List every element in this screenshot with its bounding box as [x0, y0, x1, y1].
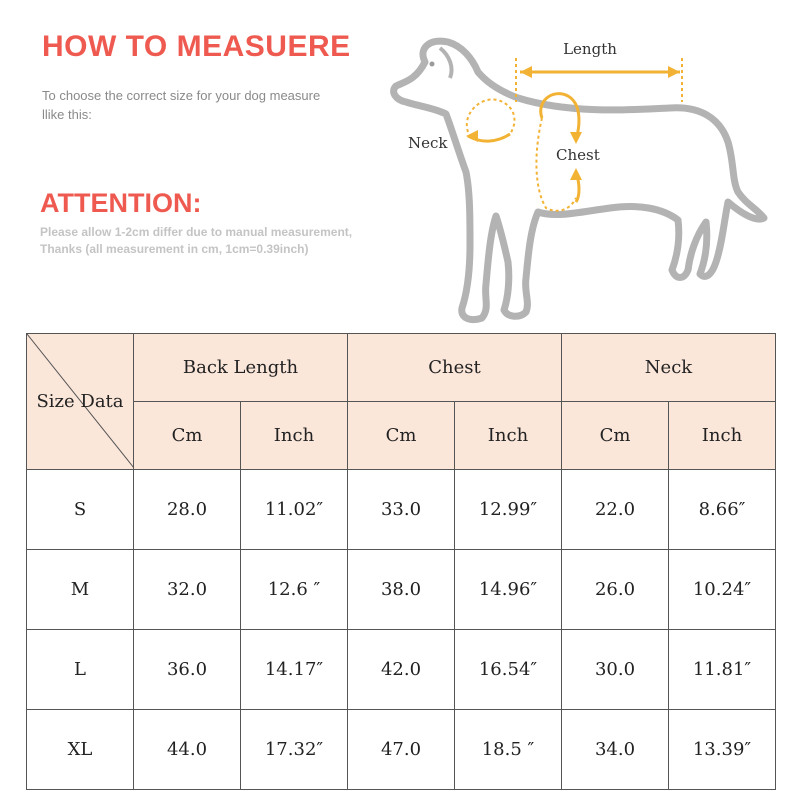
chest-label: Chest	[556, 146, 600, 164]
group-header-back-length: Back Length	[134, 334, 348, 402]
neck-loop-dotted	[467, 99, 515, 134]
table-row	[27, 630, 776, 710]
dog-ear	[440, 48, 452, 78]
table-cell: 26.0	[562, 550, 669, 630]
unit-header: Cm	[348, 402, 455, 470]
size-cell: M	[27, 550, 134, 630]
group-header-chest: Chest	[348, 334, 562, 402]
table-cell: 32.0	[134, 550, 241, 630]
chest-arrowhead-top	[570, 132, 582, 144]
table-cell: 12.6 ″	[241, 550, 348, 630]
intro-text: To choose the correct size for your dog measure llike this:	[42, 88, 321, 122]
size-chart-table	[26, 333, 776, 790]
length-arrowhead-right	[668, 66, 680, 78]
table-cell: 33.0	[348, 470, 455, 550]
unit-header: Inch	[241, 402, 348, 470]
table-cell: 38.0	[348, 550, 455, 630]
size-cell: L	[27, 630, 134, 710]
dog-measurement-diagram	[370, 22, 770, 327]
attention-line-1: Please allow 1-2cm differ due to manual measurement,	[40, 225, 353, 239]
attention-line-2: Thanks (all measurement in cm, 1cm=0.39inch)	[40, 242, 309, 256]
table-cell: 14.17″	[241, 630, 348, 710]
unit-header: Inch	[455, 402, 562, 470]
page-title: HOW TO MEASUERE	[42, 30, 351, 63]
table-cell: 12.99″	[455, 470, 562, 550]
table-header-row-units	[27, 402, 776, 470]
neck-label: Neck	[408, 134, 448, 152]
unit-header: Inch	[669, 402, 776, 470]
chest-arrowhead-bottom	[570, 168, 582, 180]
table-cell: 44.0	[134, 710, 241, 790]
table-cell: 17.32″	[241, 710, 348, 790]
table-cell: 42.0	[348, 630, 455, 710]
table-cell: 36.0	[134, 630, 241, 710]
table-cell: 30.0	[562, 630, 669, 710]
table-cell: 18.5 ″	[455, 710, 562, 790]
table-row	[27, 710, 776, 790]
table-row	[27, 550, 776, 630]
table-cell: 47.0	[348, 710, 455, 790]
unit-header: Cm	[562, 402, 669, 470]
table-cell: 22.0	[562, 470, 669, 550]
table-cell: 16.54″	[455, 630, 562, 710]
chest-loop-dotted	[536, 118, 576, 211]
table-cell: 10.24″	[669, 550, 776, 630]
corner-label: Size Data	[36, 391, 124, 412]
table-cell: 28.0	[134, 470, 241, 550]
table-header-row-groups	[27, 334, 776, 402]
dog-eye	[430, 62, 435, 67]
unit-header: Cm	[134, 402, 241, 470]
length-label: Length	[563, 40, 617, 58]
group-header-neck: Neck	[562, 334, 776, 402]
attention-title: ATTENTION:	[40, 188, 202, 218]
corner-cell	[27, 334, 134, 470]
size-cell: S	[27, 470, 134, 550]
table-cell: 8.66″	[669, 470, 776, 550]
size-cell: XL	[27, 710, 134, 790]
table-cell: 11.02″	[241, 470, 348, 550]
table-cell: 13.39″	[669, 710, 776, 790]
attention-text	[40, 224, 420, 258]
table-cell: 14.96″	[455, 550, 562, 630]
table-cell: 11.81″	[669, 630, 776, 710]
table-row	[27, 470, 776, 550]
table-cell: 34.0	[562, 710, 669, 790]
length-arrowhead-left	[520, 66, 532, 78]
